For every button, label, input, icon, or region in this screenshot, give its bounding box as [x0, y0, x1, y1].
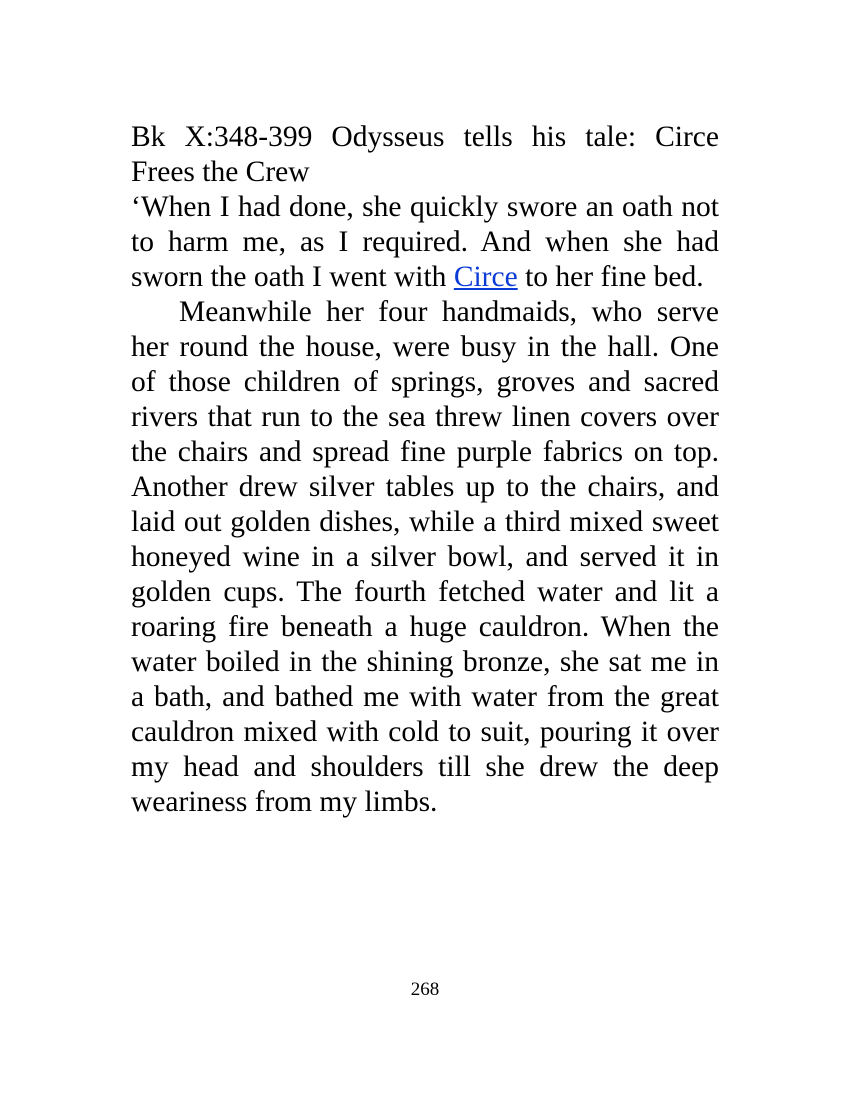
paragraph-1-text-after-link: to her fine bed. [517, 261, 704, 293]
text-block [131, 120, 719, 820]
circe-link[interactable]: Circe [453, 261, 518, 293]
paragraph-1 [131, 190, 719, 295]
section-heading: Bk X:348-399 Odysseus tells his tale: Circe Frees the Crew [131, 121, 719, 188]
page-number: 268 [410, 979, 440, 1000]
paragraph-1-text-before-link: ‘When I had done, she quickly swore an oath not to harm me, as I required. And when she had sworn the oath I went with [131, 191, 719, 293]
paragraph-2: Meanwhile her four handmaids, who serve her round the house, were busy in the hall. One of those children of springs, groves and sacred rivers that run to the sea threw linen covers over the chairs and spread fine purple fabrics on top. Another drew silver tables up to the chairs, and laid out golden dishes, while a third mixed sweet honeyed wine in a silver bowl, and served it in golden cups. The fourth fetched water and lit a roaring fire beneath a huge cauldron. When the water boiled in the shining bronze, she sat me in a bath, and bathed me with water from the great cauldron mixed with cold to suit, pouring it over my head and shoulders till she drew the deep weariness from my limbs. [131, 296, 719, 818]
